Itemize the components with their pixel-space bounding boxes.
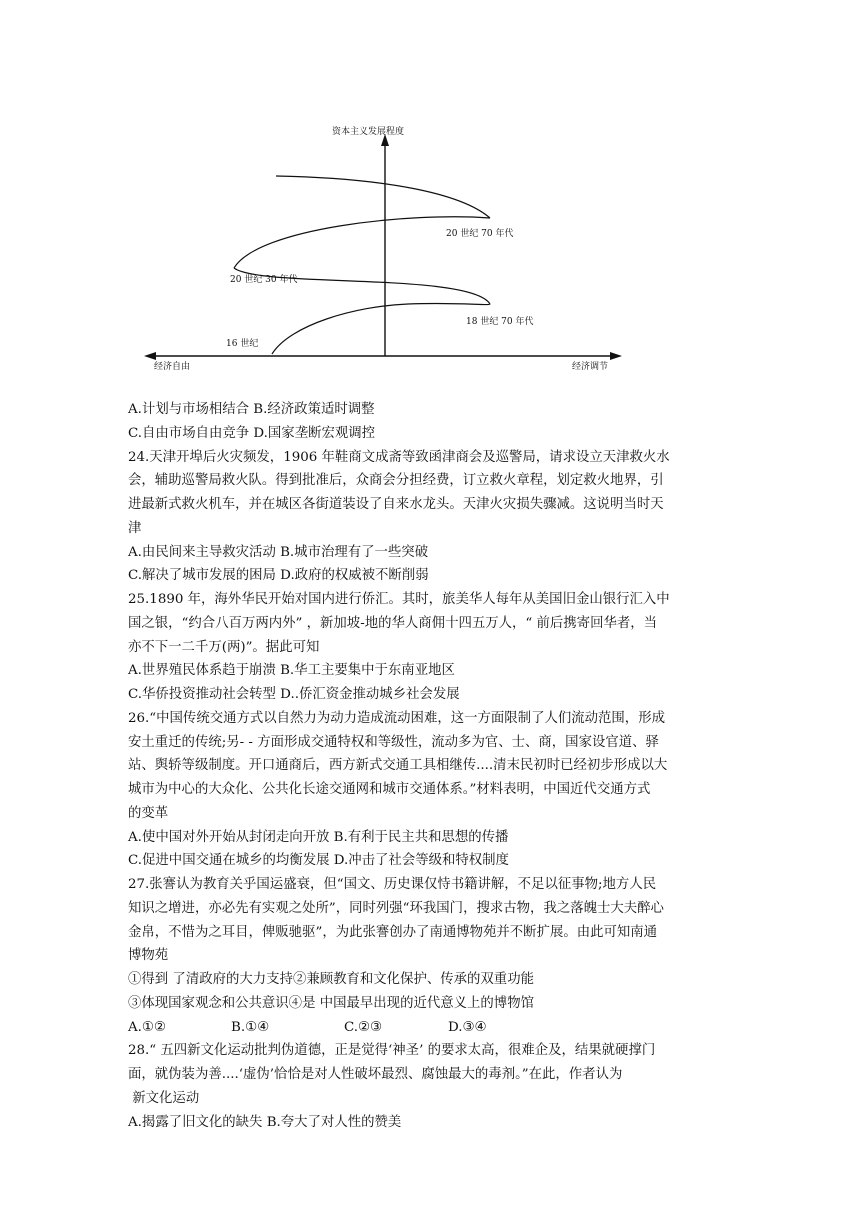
- q27-option-c: C.②③: [344, 1019, 383, 1035]
- text-line: ①得到 了清政府的大力支持②兼顾教育和文化保护、传承的双重功能: [128, 972, 534, 987]
- text-line: 会，辅助巡警局救火队。得到批准后，众商会分担经费，订立救火章程，划定救火地界，引: [128, 473, 664, 489]
- text-line: 27.张謇认为教育关乎国运盛衰，但“国文、历史课仅恃书籍讲解，不足以征事物;地方人民: [128, 877, 657, 892]
- x-axis-left-arrow: [144, 352, 156, 360]
- text-line: 面，就伪装为善....‘虚伪’恰恰是对人性破坏最烈、腐蚀最大的毒剂。”在此，作者认为: [128, 1067, 623, 1082]
- y-axis-label: 资本主义发展程度: [332, 127, 405, 137]
- text-line: C.解决了城市发展的困局 D.政府的权威被不断削弱: [128, 568, 429, 584]
- spiral-segment-2: [234, 268, 490, 304]
- text-line: 金帛，不惜为之耳目，俾贩驰驱”，为此张謇创办了南通博物苑并不断扩展。由此可知南通: [128, 924, 658, 940]
- spiral-segment-1: [272, 303, 490, 354]
- text-line: C.自由市场自由竞争 D.国家垄断宏观调控: [128, 425, 376, 441]
- text-line: 国之银，“约合八百万两内外” ，新加坡-地的华人商佣十四五万人，“ 前后携寄回华者，当: [128, 615, 658, 631]
- x-axis-right-arrow: [610, 352, 622, 360]
- x-left-label: 经济自由: [154, 362, 191, 372]
- text-line: 进最新式救火机车，并在城区各街道装设了自来水龙头。天津火灾损失骤减。这说明当时天: [128, 497, 664, 512]
- q27-option-b: B.①④: [231, 1019, 270, 1035]
- q27-option-d: D.③④: [448, 1019, 487, 1035]
- text-line: 安土重迁的传统;另- - 方面形成交通特权和等级性，流动多为官、士、商，国家设官道、驿: [128, 734, 659, 750]
- question-text: [128, 398, 748, 1134]
- text-line: 津: [128, 520, 142, 536]
- text-line: A.揭露了旧文化的缺失 B.夸大了对人性的赞美: [128, 1114, 402, 1130]
- capitalism-development-diagram: [140, 120, 640, 380]
- q27-option-a: A.①②: [128, 1019, 166, 1035]
- text-line: A.由民间来主导救灾活动 B.城市治理有了一些突破: [128, 544, 429, 560]
- text-line: A.计划与市场相结合 B.经济政策适时调整: [128, 402, 375, 417]
- text-line: ③体现国家观念和公共意识④是 中国最早出现的近代意义上的博物馆: [128, 995, 534, 1011]
- spiral-segment-3: [234, 217, 490, 268]
- x-right-label: 经济调节: [572, 362, 609, 372]
- text-line: A.使中国对外开始从封闭走向开放 B.有利于民主共和思想的传播: [128, 829, 509, 845]
- text-line: 站、舆轿等级制度。开口通商后，西方新式交通工具相继传....清末民初时已经初步形成以大: [128, 758, 668, 774]
- text-line: 知识之增进，亦必先有实观之处所”，同时列强“环我国门，搜求古物，我之落魄士大夫醉心: [128, 900, 664, 916]
- text-line: 城市为中心的大众化、公共化长途交通网和城市交通体系。”材料表明，中国近代交通方式: [128, 782, 651, 797]
- text-line: 25.1890 年，海外华民开始对国内进行侨汇。其时，旅美华人每年从美国旧金山银行汇入中: [128, 592, 670, 607]
- q27-options: [128, 1016, 748, 1040]
- text-line: 26.“中国传统交通方式以自然力为动力造成流动困难，这一方面限制了人们流动范围，形成: [128, 710, 665, 726]
- text-line: A.世界殖民体系趋于崩溃 B.华工主要集中于东南亚地区: [128, 663, 455, 679]
- text-line: C.促进中国交通在城乡的均衡发展 D.冲击了社会等级和特权制度: [128, 853, 509, 869]
- text-line: 新文化运动: [128, 1090, 200, 1106]
- text-line: 24.天津开埠后火灾频发，1906 年鞋商文成斋等致函津商会及巡警局，请求设立天津救火水: [128, 449, 670, 465]
- text-line: C.华侨投资推动社会转型 D..侨汇资金推动城乡社会发展: [128, 687, 460, 702]
- label-16th: 16 世纪: [226, 339, 259, 349]
- text-line: 的变革: [128, 805, 169, 821]
- text-line: 亦不下一二千万(两)”。据此可知: [128, 639, 320, 655]
- label-18th-70s: 18 世纪 70 年代: [466, 317, 534, 327]
- spiral-segment-4: [276, 176, 490, 218]
- label-20th-30s: 20 世纪 30 年代: [230, 275, 298, 285]
- text-line: 28.“ 五四新文化运动批判伪道德，正是觉得‘神圣’ 的要求太高，很难企及，结果就硬撑门: [128, 1043, 656, 1059]
- label-20th-70s: 20 世纪 70 年代: [446, 229, 514, 239]
- text-line: 博物苑: [128, 948, 169, 964]
